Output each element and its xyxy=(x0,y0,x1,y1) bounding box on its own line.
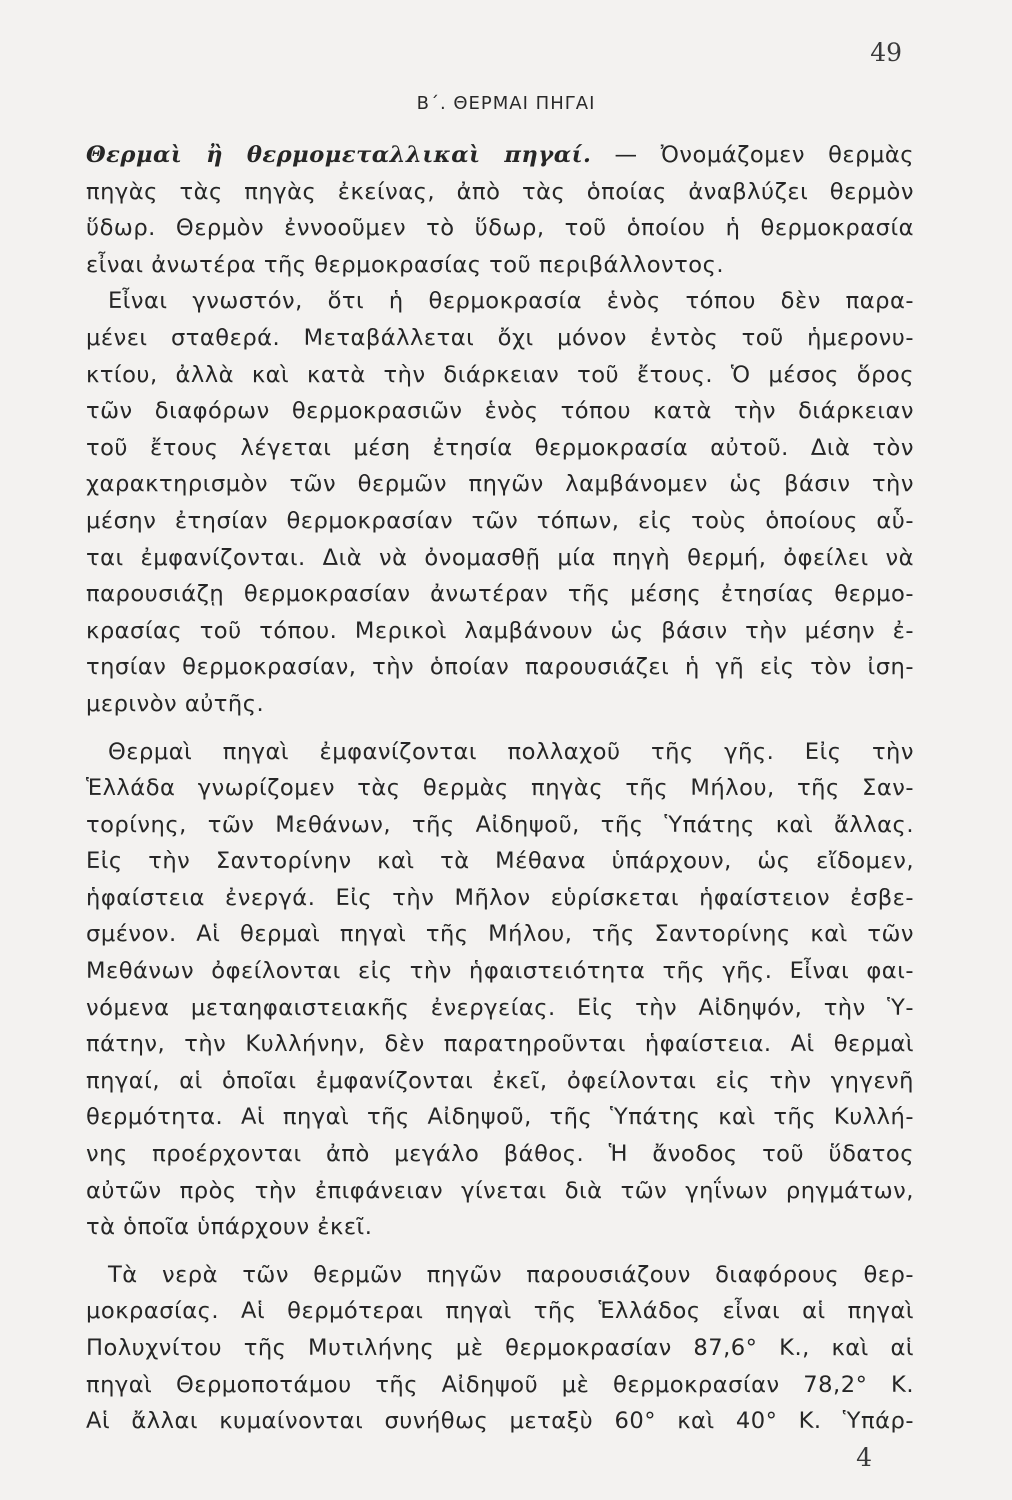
text-line: τοῦ ἔτους λέγεται μέση ἐτησία θερμοκρασία αὐτοῦ. Διὰ τὸν xyxy=(86,434,914,461)
text-line: Τὰ νερὰ τῶν θερμῶν πηγῶν παρουσιάζουν διαφόρους θερ- xyxy=(108,1261,914,1288)
text-line: κτίου, ἀλλὰ καὶ κατὰ τὴν διάρκειαν τοῦ ἔτους. Ὁ μέσος ὅρος xyxy=(86,361,914,388)
text-line: τησίαν θερμοκρασίαν, τὴν ὁποίαν παρουσιάζει ἡ γῆ εἰς τὸν ἰση- xyxy=(86,654,914,681)
text-line: θερμότητα. Αἱ πηγαὶ τῆς Αἰδηψοῦ, τῆς Ὑπάτης καὶ τῆς Κυλλή- xyxy=(86,1104,914,1131)
section-heading: Β΄. ΘΕΡΜΑΙ ΠΗΓΑΙ xyxy=(416,93,596,114)
lead-in-continuation: — Ὀνομάζομεν θερμὰς xyxy=(591,142,914,168)
text-line: νης προέρχονται ἀπὸ μεγάλο βάθος. Ἡ ἄνοδος τοῦ ὕδατος xyxy=(86,1141,914,1168)
text-line: Θερμαὶ πηγαὶ ἐμφανίζονται πολλαχοῦ τῆς γῆς. Εἰς τὴν xyxy=(108,738,914,765)
text-line: ἡφαίστεια ἐνεργά. Εἰς τὴν Μῆλον εὑρίσκεται ἡφαίστειον ἐσβε- xyxy=(86,884,914,911)
text-line: Μεθάνων ὀφείλονται εἰς τὴν ἡφαιστειότητα τῆς γῆς. Εἶναι φαι- xyxy=(86,958,914,985)
lead-in-phrase: Θερμαὶ ἢ θερμομεταλλικαὶ πηγαί. xyxy=(86,142,592,168)
text-line: πηγαί, αἱ ὁποῖαι ἐμφανίζονται ἐκεῖ, ὀφείλονται εἰς τὴν γηγενῆ xyxy=(86,1067,914,1094)
text-line: Ἑλλάδα γνωρίζομεν τὰς θερμὰς πηγὰς τῆς Μήλου, τῆς Σαν- xyxy=(86,775,914,802)
text-line: κρασίας τοῦ τόπου. Μερικοὶ λαμβάνουν ὡς βάσιν τὴν μέσην ἐ- xyxy=(86,617,914,644)
text-line: χαρακτηρισμὸν τῶν θερμῶν πηγῶν λαμβάνομεν ὡς βάσιν τὴν xyxy=(86,471,914,498)
text-line: Εἶναι γνωστόν, ὅτι ἡ θερμοκρασία ἑνὸς τόπου δὲν παρα- xyxy=(108,288,914,315)
text-line xyxy=(86,137,914,174)
text-line: Πολυχνίτου τῆς Μυτιλήνης μὲ θερμοκρασίαν 87,6° Κ., καὶ αἱ xyxy=(86,1335,914,1361)
page-number: 49 xyxy=(870,38,902,67)
text-line: μένει σταθερά. Μεταβάλλεται ὄχι μόνον ἐντὸς τοῦ ἡμερονυ- xyxy=(86,324,914,351)
body-text xyxy=(86,137,914,1440)
text-line: σμένον. Αἱ θερμαὶ πηγαὶ τῆς Μήλου, τῆς Σαντορίνης καὶ τῶν xyxy=(86,921,914,948)
text-line: Εἰς τὴν Σαντορίνην καὶ τὰ Μέθανα ὑπάρχουν, ὡς εἴδομεν, xyxy=(86,848,914,875)
text-line: πηγαὶ Θερμοποτάμου τῆς Αἰδηψοῦ μὲ θερμοκρασίαν 78,2° Κ. xyxy=(86,1371,914,1398)
text-line: ὕδωρ. Θερμὸν ἐννοοῦμεν τὸ ὕδωρ, τοῦ ὁποίου ἡ θερμοκρασία xyxy=(86,215,914,242)
text-line: πηγὰς τὰς πηγὰς ἐκείνας, ἀπὸ τὰς ὁποίας ἀναβλύζει θερμὸν xyxy=(86,178,914,205)
text-line: πάτην, τὴν Κυλλήνην, δὲν παρατηροῦνται ἡφαίστεια. Αἱ θερμαὶ xyxy=(86,1031,914,1058)
text-line: ται ἐμφανίζονται. Διὰ νὰ ὀνομασθῇ μία πηγὴ θερμή, ὀφείλει νὰ xyxy=(86,544,914,571)
text-line: τὰ ὁποῖα ὑπάρχουν ἐκεῖ. xyxy=(86,1214,373,1241)
text-line: μέσην ἐτησίαν θερμοκρασίαν τῶν τόπων, εἰς τοὺς ὁποίους αὗ- xyxy=(86,507,914,534)
text-line: παρουσιάζῃ θερμοκρασίαν ἀνωτέραν τῆς μέσης ἐτησίας θερμο- xyxy=(86,581,914,608)
text-line: τῶν διαφόρων θερμοκρασιῶν ἑνὸς τόπου κατὰ τὴν διάρκειαν xyxy=(86,398,914,425)
text-line: εἶναι ἀνωτέρα τῆς θερμοκρασίας τοῦ περιβάλλοντος. xyxy=(86,251,725,278)
text-line: τορίνης, τῶν Μεθάνων, τῆς Αἰδηψοῦ, τῆς Ὑπάτης καὶ ἄλλας. xyxy=(86,811,914,838)
text-line: Αἱ ἄλλαι κυμαίνονται συνήθως μεταξὺ 60° καὶ 40° Κ. Ὑπάρ- xyxy=(86,1408,914,1435)
signature-mark: 4 xyxy=(856,1443,872,1472)
text-line: νόμενα μεταηφαιστειακῆς ἐνεργείας. Εἰς τὴν Αἰδηψόν, τὴν Ὑ- xyxy=(86,994,914,1021)
text-line: μοκρασίας. Αἱ θερμότεραι πηγαὶ τῆς Ἑλλάδος εἶναι αἱ πηγαὶ xyxy=(86,1298,914,1325)
text-line: αὐτῶν πρὸς τὴν ἐπιφάνειαν γίνεται διὰ τῶν γηΐνων ρηγμάτων, xyxy=(86,1177,914,1204)
text-line: μερινὸν αὐτῆς. xyxy=(86,690,265,717)
